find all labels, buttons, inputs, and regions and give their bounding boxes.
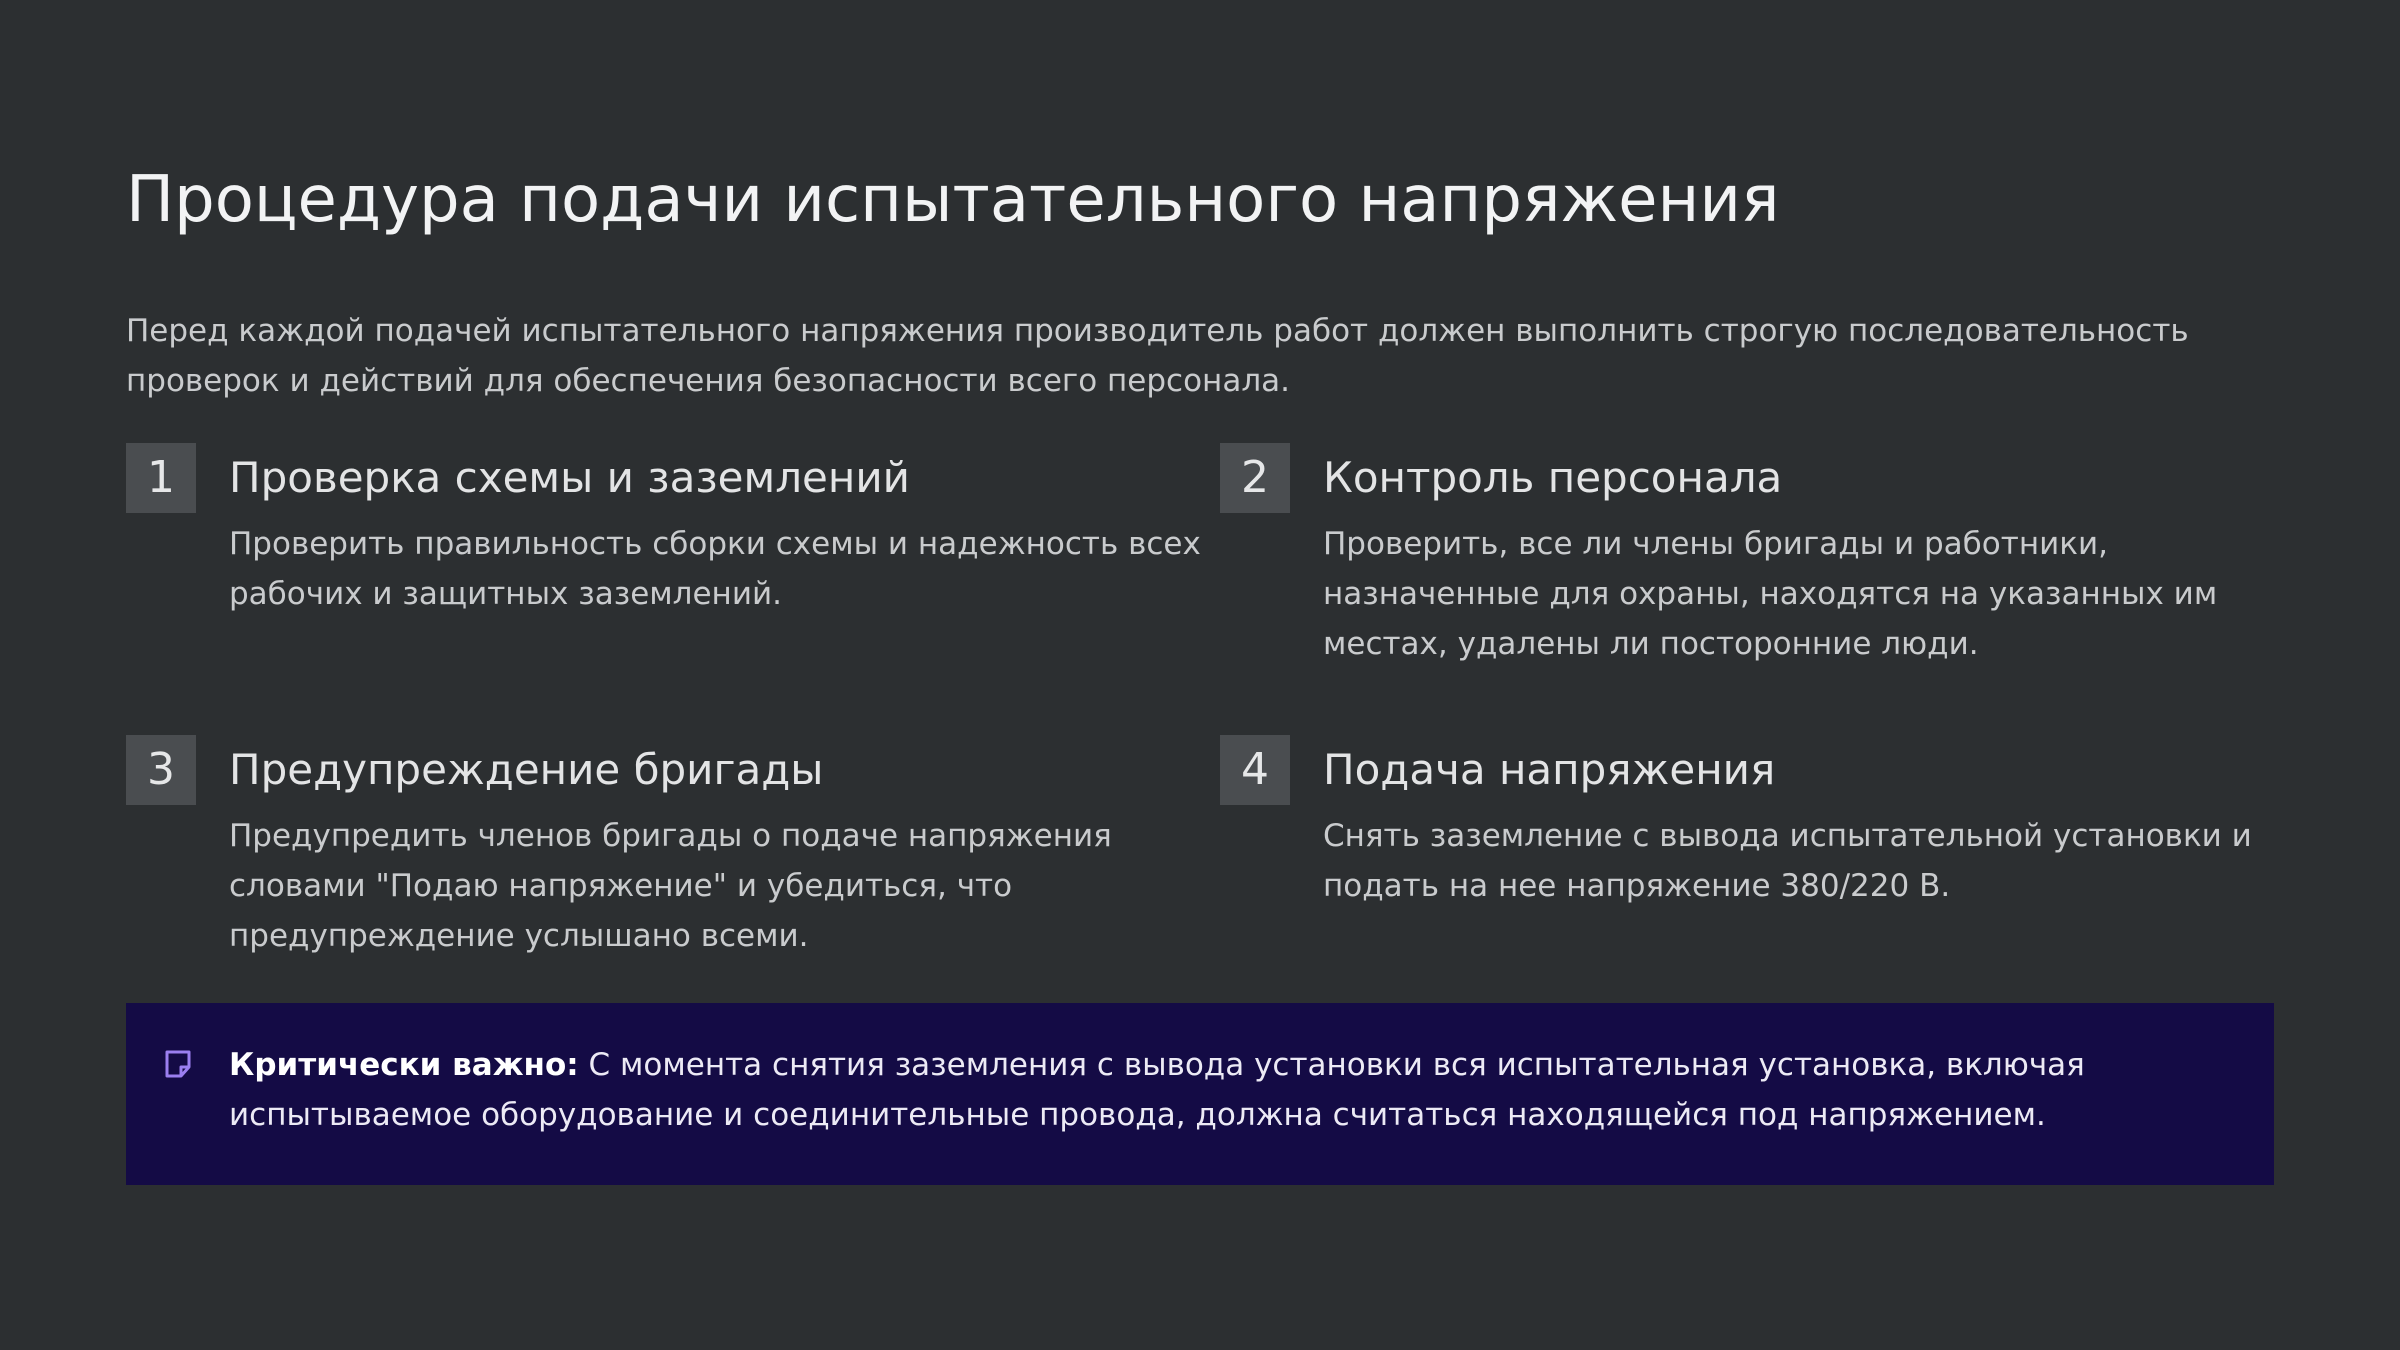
step-title: Подача напряжения — [1323, 745, 1776, 794]
critical-note-text — [229, 1040, 2229, 1140]
page-title: Процедура подачи испытательного напряжения — [126, 163, 1780, 237]
note-icon — [162, 1048, 194, 1080]
critical-note-body: С момента снятия заземления с вывода установки вся испытательная установка, включая испытываемое оборудование и соединительные провода, должна считаться находящейся под напряжением. — [229, 1047, 2085, 1133]
step-title: Предупреждение бригады — [229, 745, 824, 794]
step-number-badge: 3 — [126, 735, 196, 805]
critical-note-callout — [126, 1003, 2274, 1185]
step-title: Проверка схемы и заземлений — [229, 453, 910, 502]
step-description: Проверить правильность сборки схемы и надежность всех рабочих и защитных заземлений. — [229, 526, 1201, 612]
critical-note-label: Критически важно: — [229, 1047, 579, 1083]
step-description: Снять заземление с вывода испытательной установки и подать на нее напряжение 380/220 В. — [1323, 818, 2252, 904]
step-number-badge: 1 — [126, 443, 196, 513]
step-number-badge: 4 — [1220, 735, 1290, 805]
step-title: Контроль персонала — [1323, 453, 1783, 502]
step-description: Предупредить членов бригады о подаче напряжения словами "Подаю напряжение" и убедиться, что предупреждение услышано всеми. — [229, 818, 1112, 954]
step-number-badge: 2 — [1220, 443, 1290, 513]
intro-paragraph: Перед каждой подачей испытательного напряжения производитель работ должен выполнить строгую последовательность проверок и действий для обеспечения безопасности всего персонала. — [126, 313, 2189, 399]
step-description: Проверить, все ли члены бригады и работники, назначенные для охраны, находятся на указанных им местах, удалены ли посторонние люди. — [1323, 526, 2218, 662]
